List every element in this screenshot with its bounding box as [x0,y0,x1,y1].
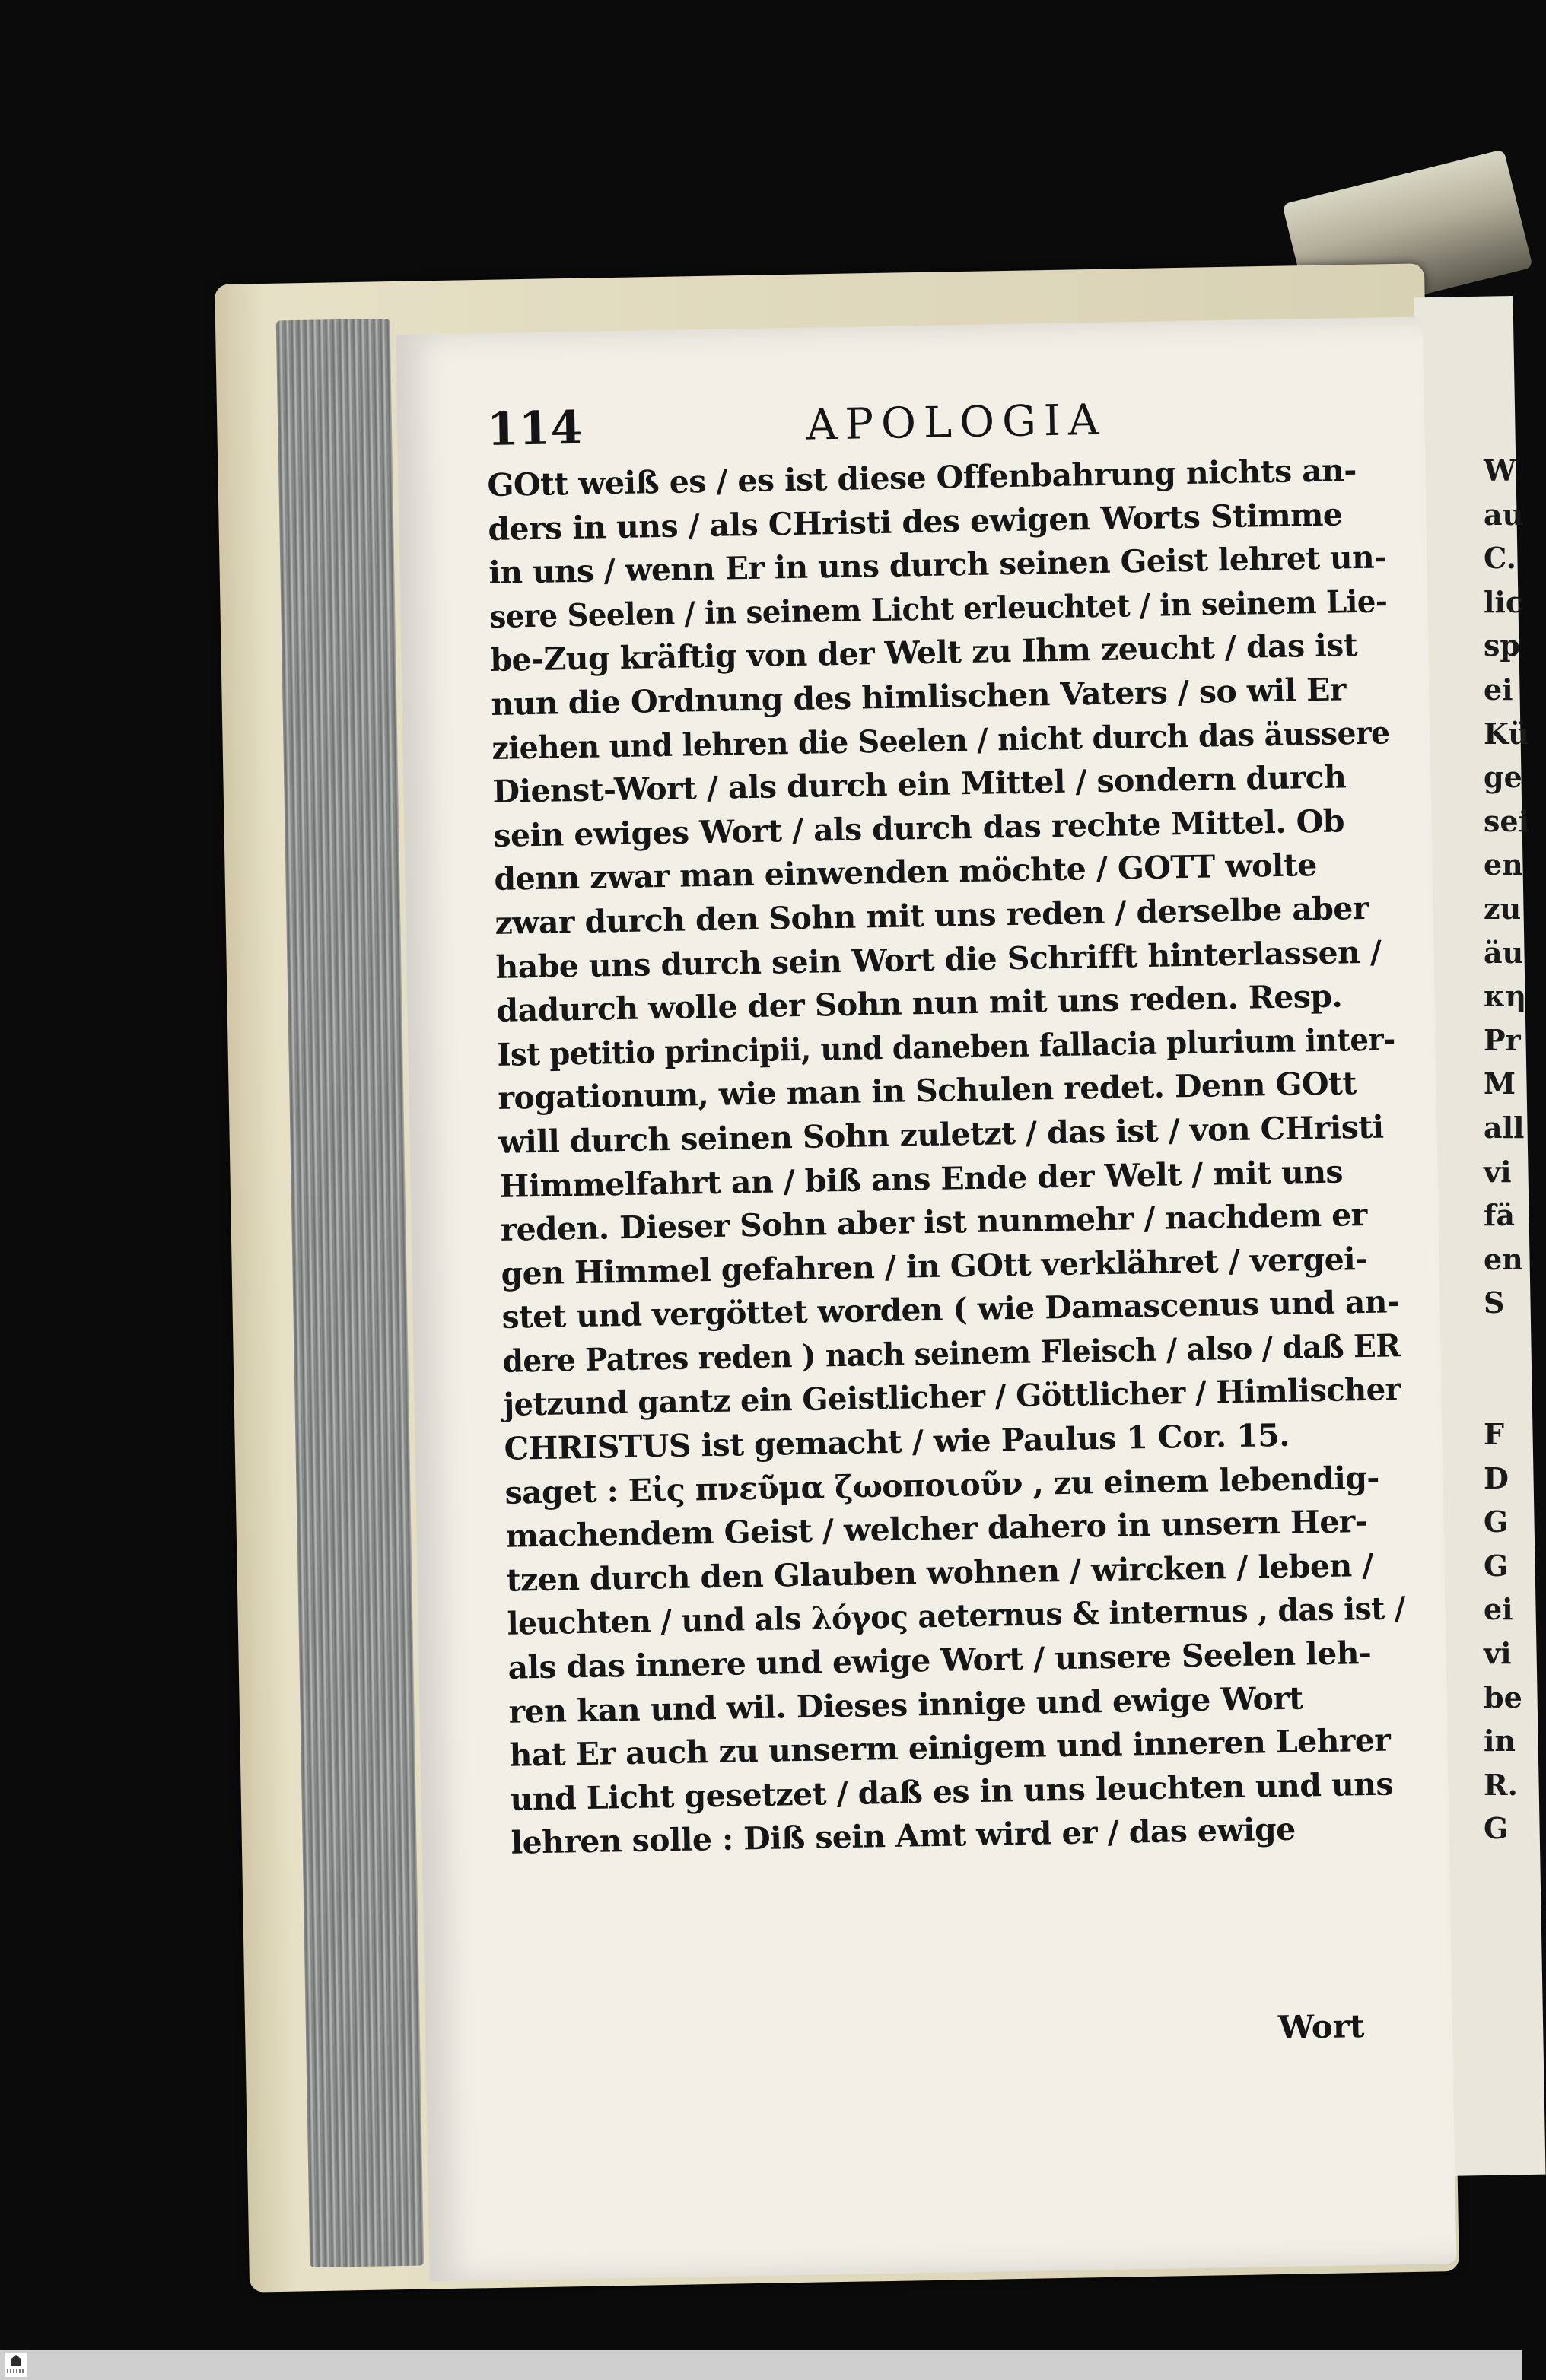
facing-page-fragment: zu [1484,891,1522,926]
facing-page-fragment: W [1484,453,1516,488]
library-logo-icon [5,2353,27,2377]
catchword: Wort [1277,2007,1365,2046]
text-line: ders in uns / als CHristi des ewigen Worts Stimme [488,495,1343,548]
facing-page-fragment [1484,1325,1522,1369]
facing-page-fragment: sei [1484,803,1530,838]
facing-page-fragment: lic [1484,584,1524,619]
facing-page-fragment: G [1484,1548,1509,1583]
text-line: zwar durch den Sohn mit uns reden / derselbe aber [495,889,1369,942]
text-line: leuchten / und als λόγος aeternus & internus , das ist / [507,1590,1406,1643]
text-line: lehren solle : Diß sein Amt wird er / das ewige [511,1811,1296,1862]
text-line: ren kan und wil. Dieses innige und ewige Wort [508,1679,1303,1730]
text-line: dere Patres reden ) nach seinem Fleisch / also / daß ER [502,1327,1401,1380]
text-line: ziehen und lehren die Seelen / nicht durch das äussere [491,713,1390,767]
text-line: Dienst-Wort / als durch ein Mittel / sondern durch [492,758,1347,811]
facing-page-fragment: G [1484,1505,1509,1540]
text-line: GOtt weiß es / es ist diese Offenbahrung nichts an- [487,452,1357,504]
body-text [487,448,1409,1865]
facing-page-fragment: en [1484,1241,1523,1276]
facing-page-fragment: in [1484,1724,1516,1759]
facing-page-fragment: fä [1484,1198,1515,1233]
text-line: habe uns durch sein Wort die Schrifft hinterlassen / [495,933,1382,986]
facing-page-fragment [1484,1368,1522,1412]
facing-page-fragment: G [1484,1811,1509,1846]
facing-page-fragment: D [1484,1460,1509,1495]
text-line: gen Himmel gefahren / in GOtt verklähret / vergei- [501,1240,1368,1292]
text-line: will durch seinen Sohn zuletzt / das ist / von CHristi [498,1108,1384,1161]
facing-page-fragment: M [1484,1066,1516,1101]
facing-page-fragment: be [1484,1679,1522,1714]
text-line: be-Zug kräftig von der Welt zu Ihm zeucht / das ist [490,627,1358,679]
facing-page-fragment: S [1484,1285,1505,1320]
page-number: 114 [486,401,583,456]
text-line: stet und vergöttet worden ( wie Damascenus und an- [501,1283,1400,1336]
facing-page-fragment: vi [1484,1154,1512,1189]
text-line: sere Seelen / in seinem Licht erleuchtet / in seinem Lie- [489,583,1388,635]
facing-page-fragment: R. [1484,1767,1518,1802]
page-title: APOLOGIA [806,395,1107,450]
facing-page-fragment: au [1484,497,1524,532]
text-line: Ist petitio principii, und daneben fallacia plurium inter- [497,1021,1395,1073]
text-line: reden. Dieser Sohn aber ist nunmehr / nachdem er [500,1196,1368,1248]
facing-page-fragment: F [1484,1417,1504,1452]
text-line: als das innere und ewige Wort / unsere Seelen leh- [507,1634,1372,1686]
text-line: CHRISTUS ist gemacht / wie Paulus 1 Cor. 15. [504,1416,1290,1467]
text-line: nun die Ordnung des himlischen Vaters / so wil Er [491,671,1347,723]
text-line: machendem Geist / welcher dahero in unsern Her- [505,1503,1368,1555]
viewer-footer-bar [0,2350,1522,2380]
text-line: tzen durch den Glauben wohnen / wircken / leben / [506,1546,1374,1599]
facing-page-text [1484,449,1530,1851]
text-line: rogationum, wie man in Schulen redet. Denn GOtt [498,1065,1357,1117]
facing-page-fragment: sp [1484,628,1520,663]
facing-page-fragment: ei [1484,1592,1513,1627]
facing-page-fragment: C. [1484,541,1516,576]
text-line: saget : Εἰς πνεῦμα ζωοποιοῦν , zu einem lebendig- [504,1459,1380,1511]
facing-page-fragment: ge [1484,760,1522,795]
text-line: dadurch wolle der Sohn nun mit uns reden. Resp. [496,977,1343,1030]
facing-page-fragment: en [1484,847,1523,882]
facing-page-fragment: all [1484,1110,1525,1145]
text-line: in uns / wenn Er in uns durch seinen Geist lehret un- [488,539,1387,592]
facing-page-fragment: Pr [1484,1022,1521,1057]
text-line: denn zwar man einwenden möchte / GOTT wolte [494,847,1318,898]
facing-page-fragment: vi [1484,1636,1512,1671]
text-line: und Licht gesetzet / daß es in uns leuchten und uns [510,1765,1394,1818]
text-line: jetzund gantz ein Geistlicher / Göttlicher / Himlischer [503,1371,1401,1424]
text-line: Himmelfahrt an / biß ans Ende der Welt / mit uns [499,1153,1344,1205]
facing-page-fragment: κη [1484,979,1527,1014]
facing-page-fragment: äu [1484,935,1524,970]
text-line: hat Er auch zu unserm einigem und inneren Lehrer [509,1721,1391,1774]
text-line: sein ewiges Wort / als durch das rechte Mittel. Ob [493,802,1345,854]
facing-page-fragment: ei [1484,672,1513,707]
facing-page-fragment: Kü [1484,716,1529,751]
